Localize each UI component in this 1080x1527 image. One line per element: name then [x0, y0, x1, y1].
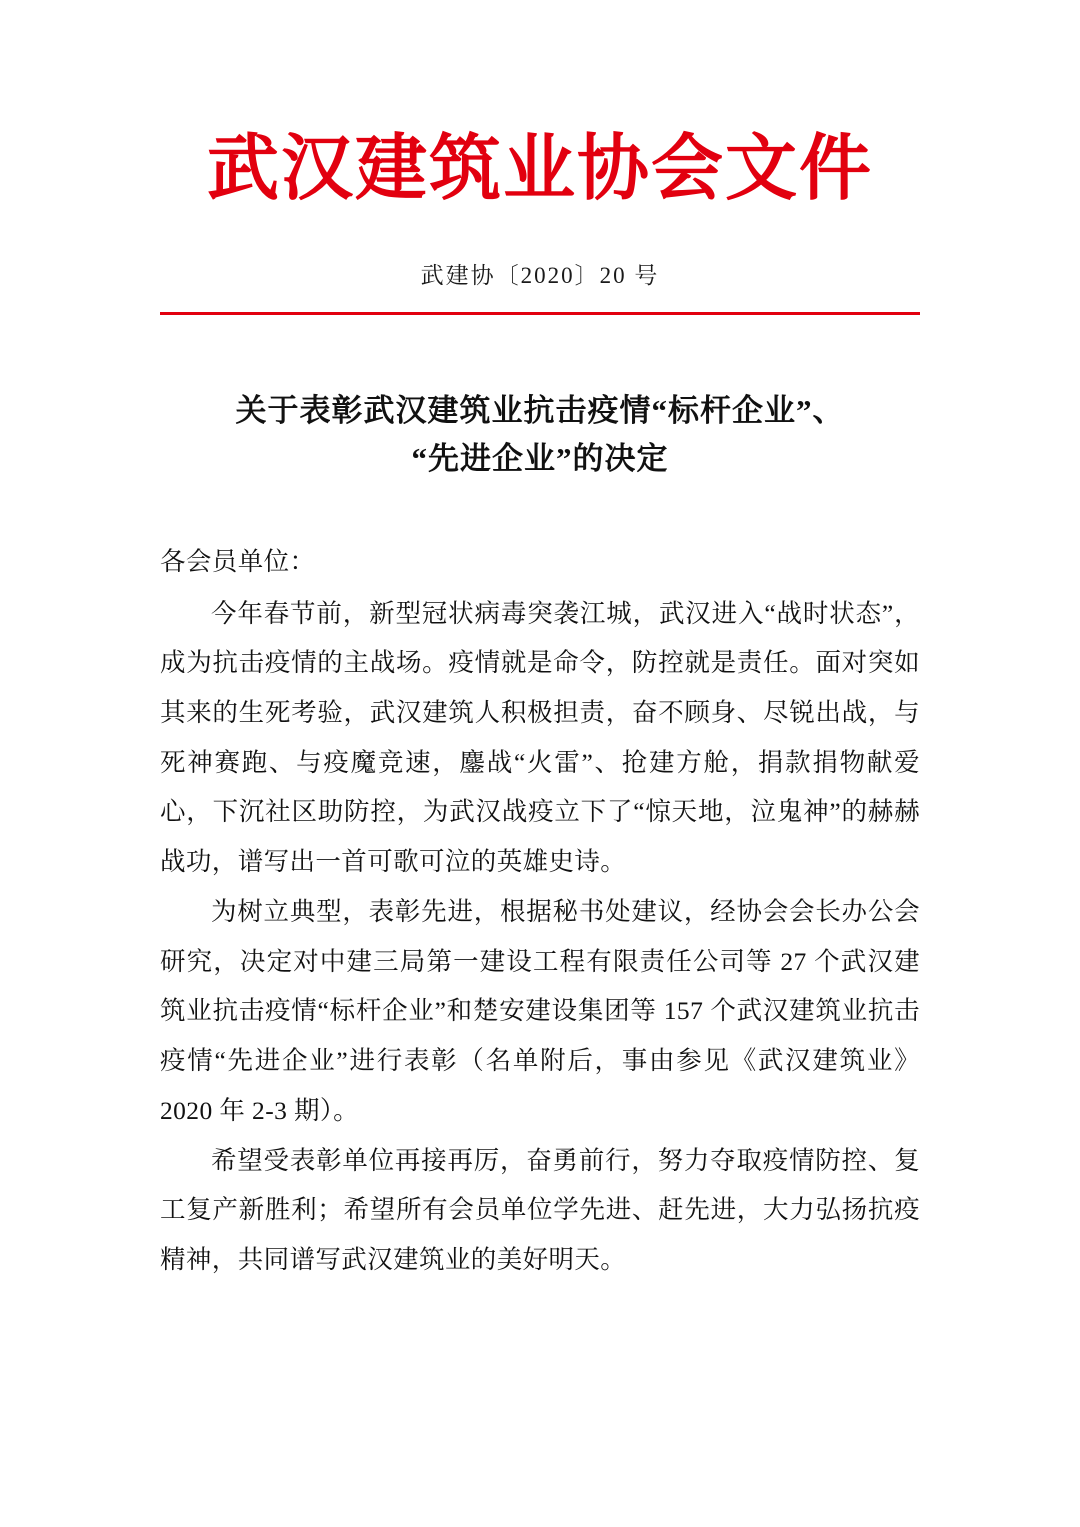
- body-paragraph-3: 希望受表彰单位再接再厉，奋勇前行，努力夺取疫情防控、复工复产新胜利；希望所有会员单位学先进、赶先进，大力弘扬抗疫精神，共同谱写武汉建筑业的美好明天。: [160, 1145, 920, 1274]
- document-body: [160, 537, 920, 1285]
- document-subject-title: [160, 387, 920, 483]
- subject-line-1: 关于表彰武汉建筑业抗击疫情“标杆企业”、: [235, 392, 845, 428]
- document-header: [160, 0, 920, 315]
- body-paragraph-1: 今年春节前，新型冠状病毒突袭江城，武汉进入“战时状态”，成为抗击疫情的主战场。疫情就是命令，防控就是责任。面对突如其来的生死考验，武汉建筑人积极担责，奋不顾身、尽锐出战，与死神赛跑、与疫魔竞速，鏖战“火雷”、抢建方舱，捐款捐物献爱心，下沉社区助防控，为武汉战疫立下了“惊天地，泣鬼神”的赫赫战功，谱写出一首可歌可泣的英雄史诗。: [160, 598, 920, 877]
- document-number: 武建协〔2020〕20 号: [420, 262, 660, 288]
- red-divider-rule: [160, 312, 920, 315]
- body-paragraph-2: 为树立典型，表彰先进，根据秘书处建议，经协会会长办公会研究，决定对中建三局第一建设工程有限责任公司等 27 个武汉建筑业抗击疫情“标杆企业”和楚安建设集团等 157 个武汉建筑业抗击疫情“先进企业”进行表彰（名单附后，事由参见《武汉建筑业》2020 年 2-3 期）。: [160, 896, 920, 1125]
- organization-title: 武汉建筑业协会文件: [206, 129, 873, 209]
- subject-line-2: “先进企业”的决定: [411, 440, 669, 476]
- salutation: 各会员单位：: [160, 546, 316, 576]
